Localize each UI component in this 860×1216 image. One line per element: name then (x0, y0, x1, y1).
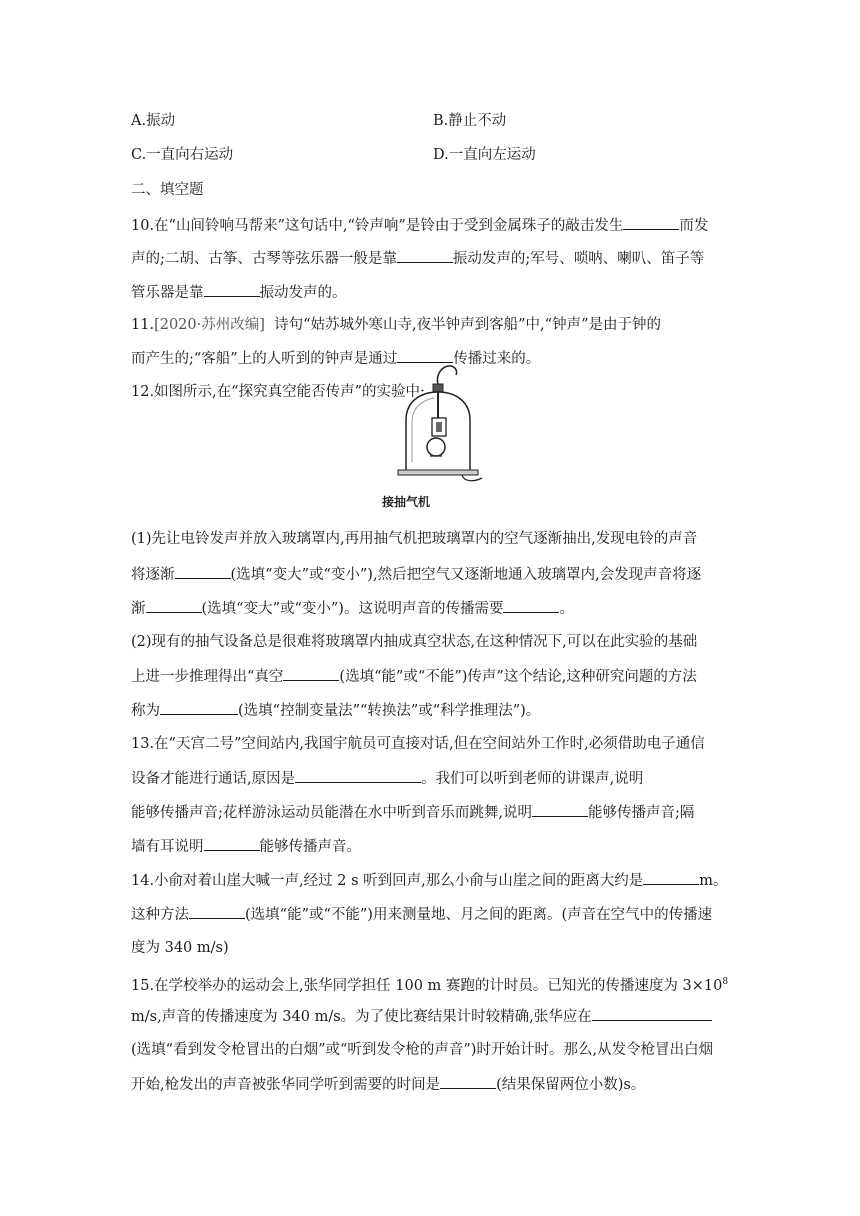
q12-part2-line-2: 上进一步推理得出“真空 (选填“能”或“不能”)传声”这个结论,这种研究问题的方法 (131, 666, 697, 687)
q12-part1-line-2: 将逐渐 (选填“变大”或“变小”),然后把空气又逐渐地通入玻璃罩内,会发现声音将逐 (131, 564, 701, 585)
answer-blank[interactable] (204, 836, 260, 851)
q15-line-1: 15.在学校举办的运动会上,张华同学担任 100 m 赛跑的计时员。已知光的传播速度为 $3\times 10^8$ (131, 977, 729, 994)
section-title: 二、填空题 (131, 182, 204, 198)
answer-blank[interactable] (592, 1006, 712, 1021)
choice-b: B.静止不动 (433, 113, 507, 129)
answer-blank[interactable] (204, 282, 260, 297)
q10-line-2: 声的;二胡、古筝、古琴等弦乐器一般是靠 振动发声的;军号、唢呐、喇叭、笛子等 (131, 248, 704, 269)
answer-blank[interactable] (623, 215, 679, 230)
q11-line-1: 11.[2020·苏州改编] 诗句“姑苏城外寒山寺,夜半钟声到客船”中,“钟声”是由于钟的 (131, 317, 661, 333)
answer-blank[interactable] (283, 666, 339, 681)
q14-line-1: 14.小俞对着山崖大喊一声,经过 2 s 听到回声,那么小俞与山崖之间的距离大约是 m。 (131, 870, 728, 891)
q15-line-4: 开始,枪发出的声音被张华同学听到需要的时间是 (结果保留两位小数)s。 (131, 1074, 645, 1095)
answer-blank[interactable] (146, 598, 202, 613)
q14-line-3: 度为 340 m/s) (131, 940, 229, 956)
answer-blank[interactable] (160, 700, 238, 715)
answer-blank[interactable] (532, 802, 588, 817)
choice-a: A.振动 (131, 113, 176, 129)
knob-icon (437, 366, 456, 384)
answer-blank[interactable] (440, 1074, 496, 1089)
answer-blank[interactable] (397, 248, 453, 263)
figure-label: 接抽气机 (382, 495, 431, 509)
q12-part1-line-1: (1)先让电铃发声并放入玻璃罩内,再用抽气机把玻璃罩内的空气逐渐抽出,发现电铃的声音 (131, 531, 698, 547)
q12-part2-line-3: 称为 (选填“控制变量法”“转换法”或“科学推理法”)。 (131, 700, 540, 721)
q15-line-3: (选填“看到发令枪冒出的白烟”或“听到发令枪的声音”)时开始计时。那么,从发令枪冒出白烟 (131, 1042, 714, 1058)
q12-intro: 12.如图所示,在“探究真空能否传声”的实验中: (131, 384, 425, 400)
bell-jar-apparatus-figure (378, 362, 498, 484)
q10-line-3: 管乐器是靠 振动发声的。 (131, 282, 347, 303)
choice-d: D.一直向左运动 (433, 147, 536, 163)
base-plate (398, 470, 478, 475)
q11-line-2: 而产生的;“客船”上的人听到的钟声是通过 传播过来的。 (131, 348, 540, 369)
q12-part2-line-1: (2)现有的抽气设备总是很难将玻璃罩内抽成真空状态,在这种情况下,可以在此实验的基础 (131, 634, 698, 650)
q15-line-2: m/s,声音的传播速度为 340 m/s。为了使比赛结果计时较精确,张华应在 (131, 1006, 712, 1027)
q14-line-2: 这种方法 (选填“能”或“不能”)用来测量地、月之间的距离。(声音在空气中的传播速 (131, 904, 712, 925)
q13-line-3: 能够传播声音;花样游泳运动员能潜在水中听到音乐而跳舞,说明 能够传播声音;隔 (131, 802, 694, 823)
answer-blank[interactable] (503, 598, 559, 613)
q13-line-4: 墙有耳说明 能够传播声音。 (131, 836, 361, 857)
q12-part1-line-3: 渐 (选填“变大”或“变小”)。这说明声音的传播需要 。 (131, 598, 574, 619)
answer-blank[interactable] (295, 768, 421, 783)
question-source: [2020·苏州改编] (154, 317, 265, 333)
answer-blank[interactable] (643, 870, 699, 885)
q13-line-2: 设备才能进行通话,原因是 。我们可以听到老师的讲课声,说明 (131, 768, 643, 789)
answer-blank[interactable] (397, 348, 453, 363)
q10-line-1: 10.在“山间铃响马帮来”这句话中,“铃声响”是铃由于受到金属珠子的敲击发生 而发 (131, 215, 708, 236)
answer-blank[interactable] (189, 904, 245, 919)
answer-blank[interactable] (175, 564, 231, 579)
q13-line-1: 13.在“天宫二号”空间站内,我国宇航员可直接对话,但在空间站外工作时,必须借助电子通信 (131, 736, 705, 752)
choice-c: C.一直向右运动 (131, 147, 234, 163)
